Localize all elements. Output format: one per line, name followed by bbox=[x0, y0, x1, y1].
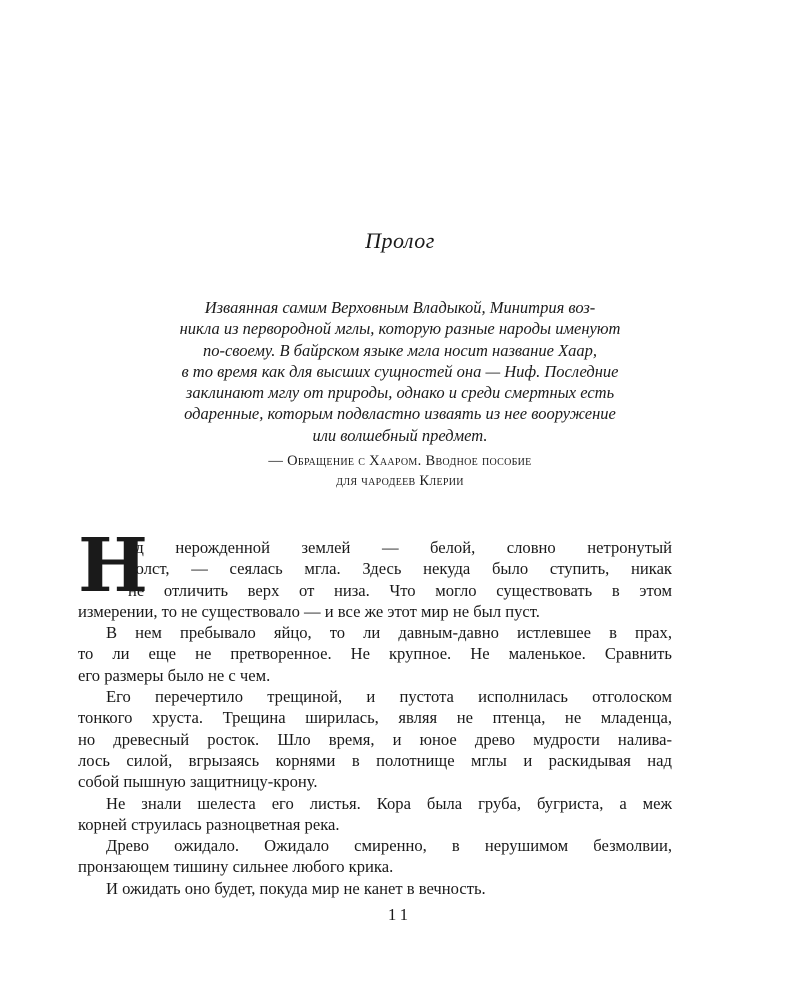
paragraph-line: пронзающем тишину сильнее любого крика. bbox=[78, 857, 394, 877]
paragraph-line: собой пышную защитницу-крону. bbox=[78, 772, 318, 792]
paragraph-line: Не знали шелеста его листья. Кора была груба, бугриста, а меж bbox=[106, 793, 672, 813]
paragraph-line: холст, — сеялась мгла. Здесь некуда было ступить, никак bbox=[128, 559, 672, 579]
epigraph-line: по-своему. В байрском языке мгла носит название Хаар, bbox=[202, 340, 598, 360]
attribution-line: — Обращение с Хааром. Вводное пособие bbox=[268, 453, 532, 469]
chapter-title: Пролог bbox=[365, 228, 435, 253]
paragraph-line: лось силой, вгрызаясь корнями в полотнище мглы и раскидывая над bbox=[78, 750, 672, 770]
page-number: 11 bbox=[387, 905, 413, 924]
epigraph-line: или волшебный предмет. bbox=[312, 425, 488, 445]
paragraph-line: измерении, то не существовало — и все же этот мир не был пуст. bbox=[78, 601, 540, 621]
paragraph-line: Древо ожидало. Ожидало смиренно, в нерушимом безмолвии, bbox=[106, 836, 672, 856]
epigraph-line: Изваянная самим Верховным Владыкой, Минитрия воз- bbox=[204, 298, 596, 317]
paragraph-line: тонкого хруста. Трещина ширилась, являя не птенца, не младенца, bbox=[78, 708, 672, 728]
epigraph-line: никла из первородной мглы, которую разные народы именуют bbox=[179, 319, 621, 339]
epigraph-line: в то время как для высших сущностей она — Ниф. Последние bbox=[181, 361, 619, 381]
paragraph-line: но древесный росток. Шло время, и юное древо мудрости налива- bbox=[78, 729, 672, 749]
epigraph-attribution bbox=[118, 451, 682, 491]
paragraph-line: ад нерожденной землей — белой, словно нетронутый bbox=[128, 538, 672, 557]
paragraph-line: Его перечертило трещиной, и пустота исполнилась отголоском bbox=[106, 687, 672, 707]
drop-cap: Н bbox=[78, 523, 148, 609]
attribution-line: для чародеев Клерии bbox=[336, 473, 464, 489]
epigraph-line: одаренные, которым подвластно изваять из нее вооружение bbox=[184, 404, 616, 424]
body-text bbox=[78, 523, 672, 899]
paragraph-line: И ожидать оно будет, покуда мир не канет в вечность. bbox=[106, 878, 486, 898]
paragraph-line: то ли еще не претворенное. Не крупное. Не маленькое. Сравнить bbox=[78, 644, 672, 664]
paragraph-line: корней струилась разноцветная река. bbox=[78, 814, 340, 834]
epigraph bbox=[118, 297, 682, 446]
paragraph-line: не отличить верх от низа. Что могло существовать в этом bbox=[128, 580, 672, 600]
paragraph-line: В нем пребывало яйцо, то ли давным-давно истлевшее в прах, bbox=[106, 623, 672, 643]
paragraph-line: его размеры было не с чем. bbox=[78, 665, 271, 685]
epigraph-line: заклинают мглу от природы, однако и среди смертных есть bbox=[185, 383, 615, 403]
